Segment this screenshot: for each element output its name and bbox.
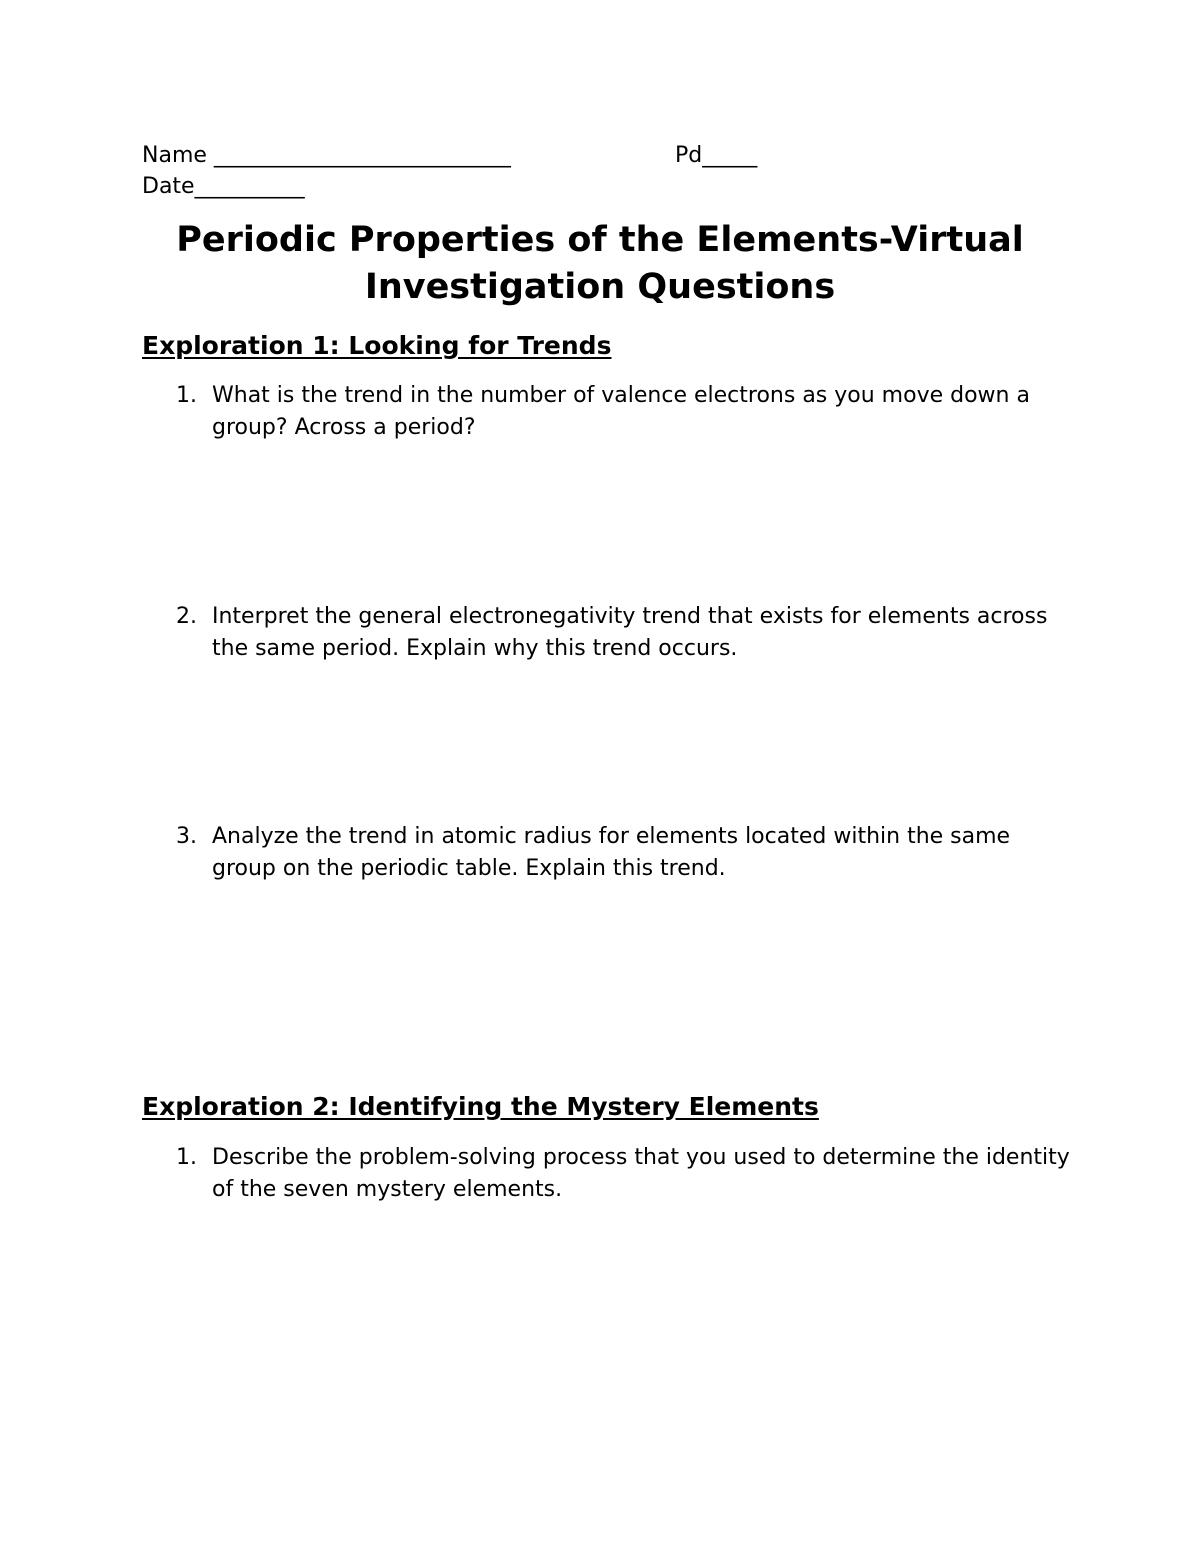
page-title-line-1: Periodic Properties of the Elements-Virtual bbox=[176, 220, 1024, 260]
exploration-2-heading: Exploration 2: Identifying the Mystery Elements bbox=[142, 1092, 819, 1121]
question-number: 3. bbox=[176, 824, 197, 849]
name-field: Name ___________________________ bbox=[142, 143, 511, 168]
question-text: Describe the problem-solving process that you used to determine the identity of the seven mystery elements. bbox=[212, 1145, 1070, 1202]
exploration-1-question-2 bbox=[176, 601, 1076, 664]
period-field: Pd_____ bbox=[675, 143, 758, 168]
question-number: 1. bbox=[176, 1145, 197, 1170]
exploration-1-heading: Exploration 1: Looking for Trends bbox=[142, 331, 612, 360]
question-text: Interpret the general electronegativity trend that exists for elements across the same period. Explain why this trend occurs. bbox=[212, 604, 1048, 661]
question-number: 1. bbox=[176, 383, 197, 408]
date-field: Date__________ bbox=[142, 174, 305, 199]
question-number: 2. bbox=[176, 604, 197, 629]
exploration-1-question-1 bbox=[176, 380, 1076, 443]
exploration-1-question-3 bbox=[176, 821, 1076, 884]
question-text: What is the trend in the number of valence electrons as you move down a group? Across a period? bbox=[212, 383, 1030, 440]
exploration-2-question-1 bbox=[176, 1142, 1076, 1205]
page-title-line-2: Investigation Questions bbox=[364, 267, 836, 307]
question-text: Analyze the trend in atomic radius for elements located within the same group on the periodic table. Explain this trend. bbox=[212, 824, 1011, 881]
